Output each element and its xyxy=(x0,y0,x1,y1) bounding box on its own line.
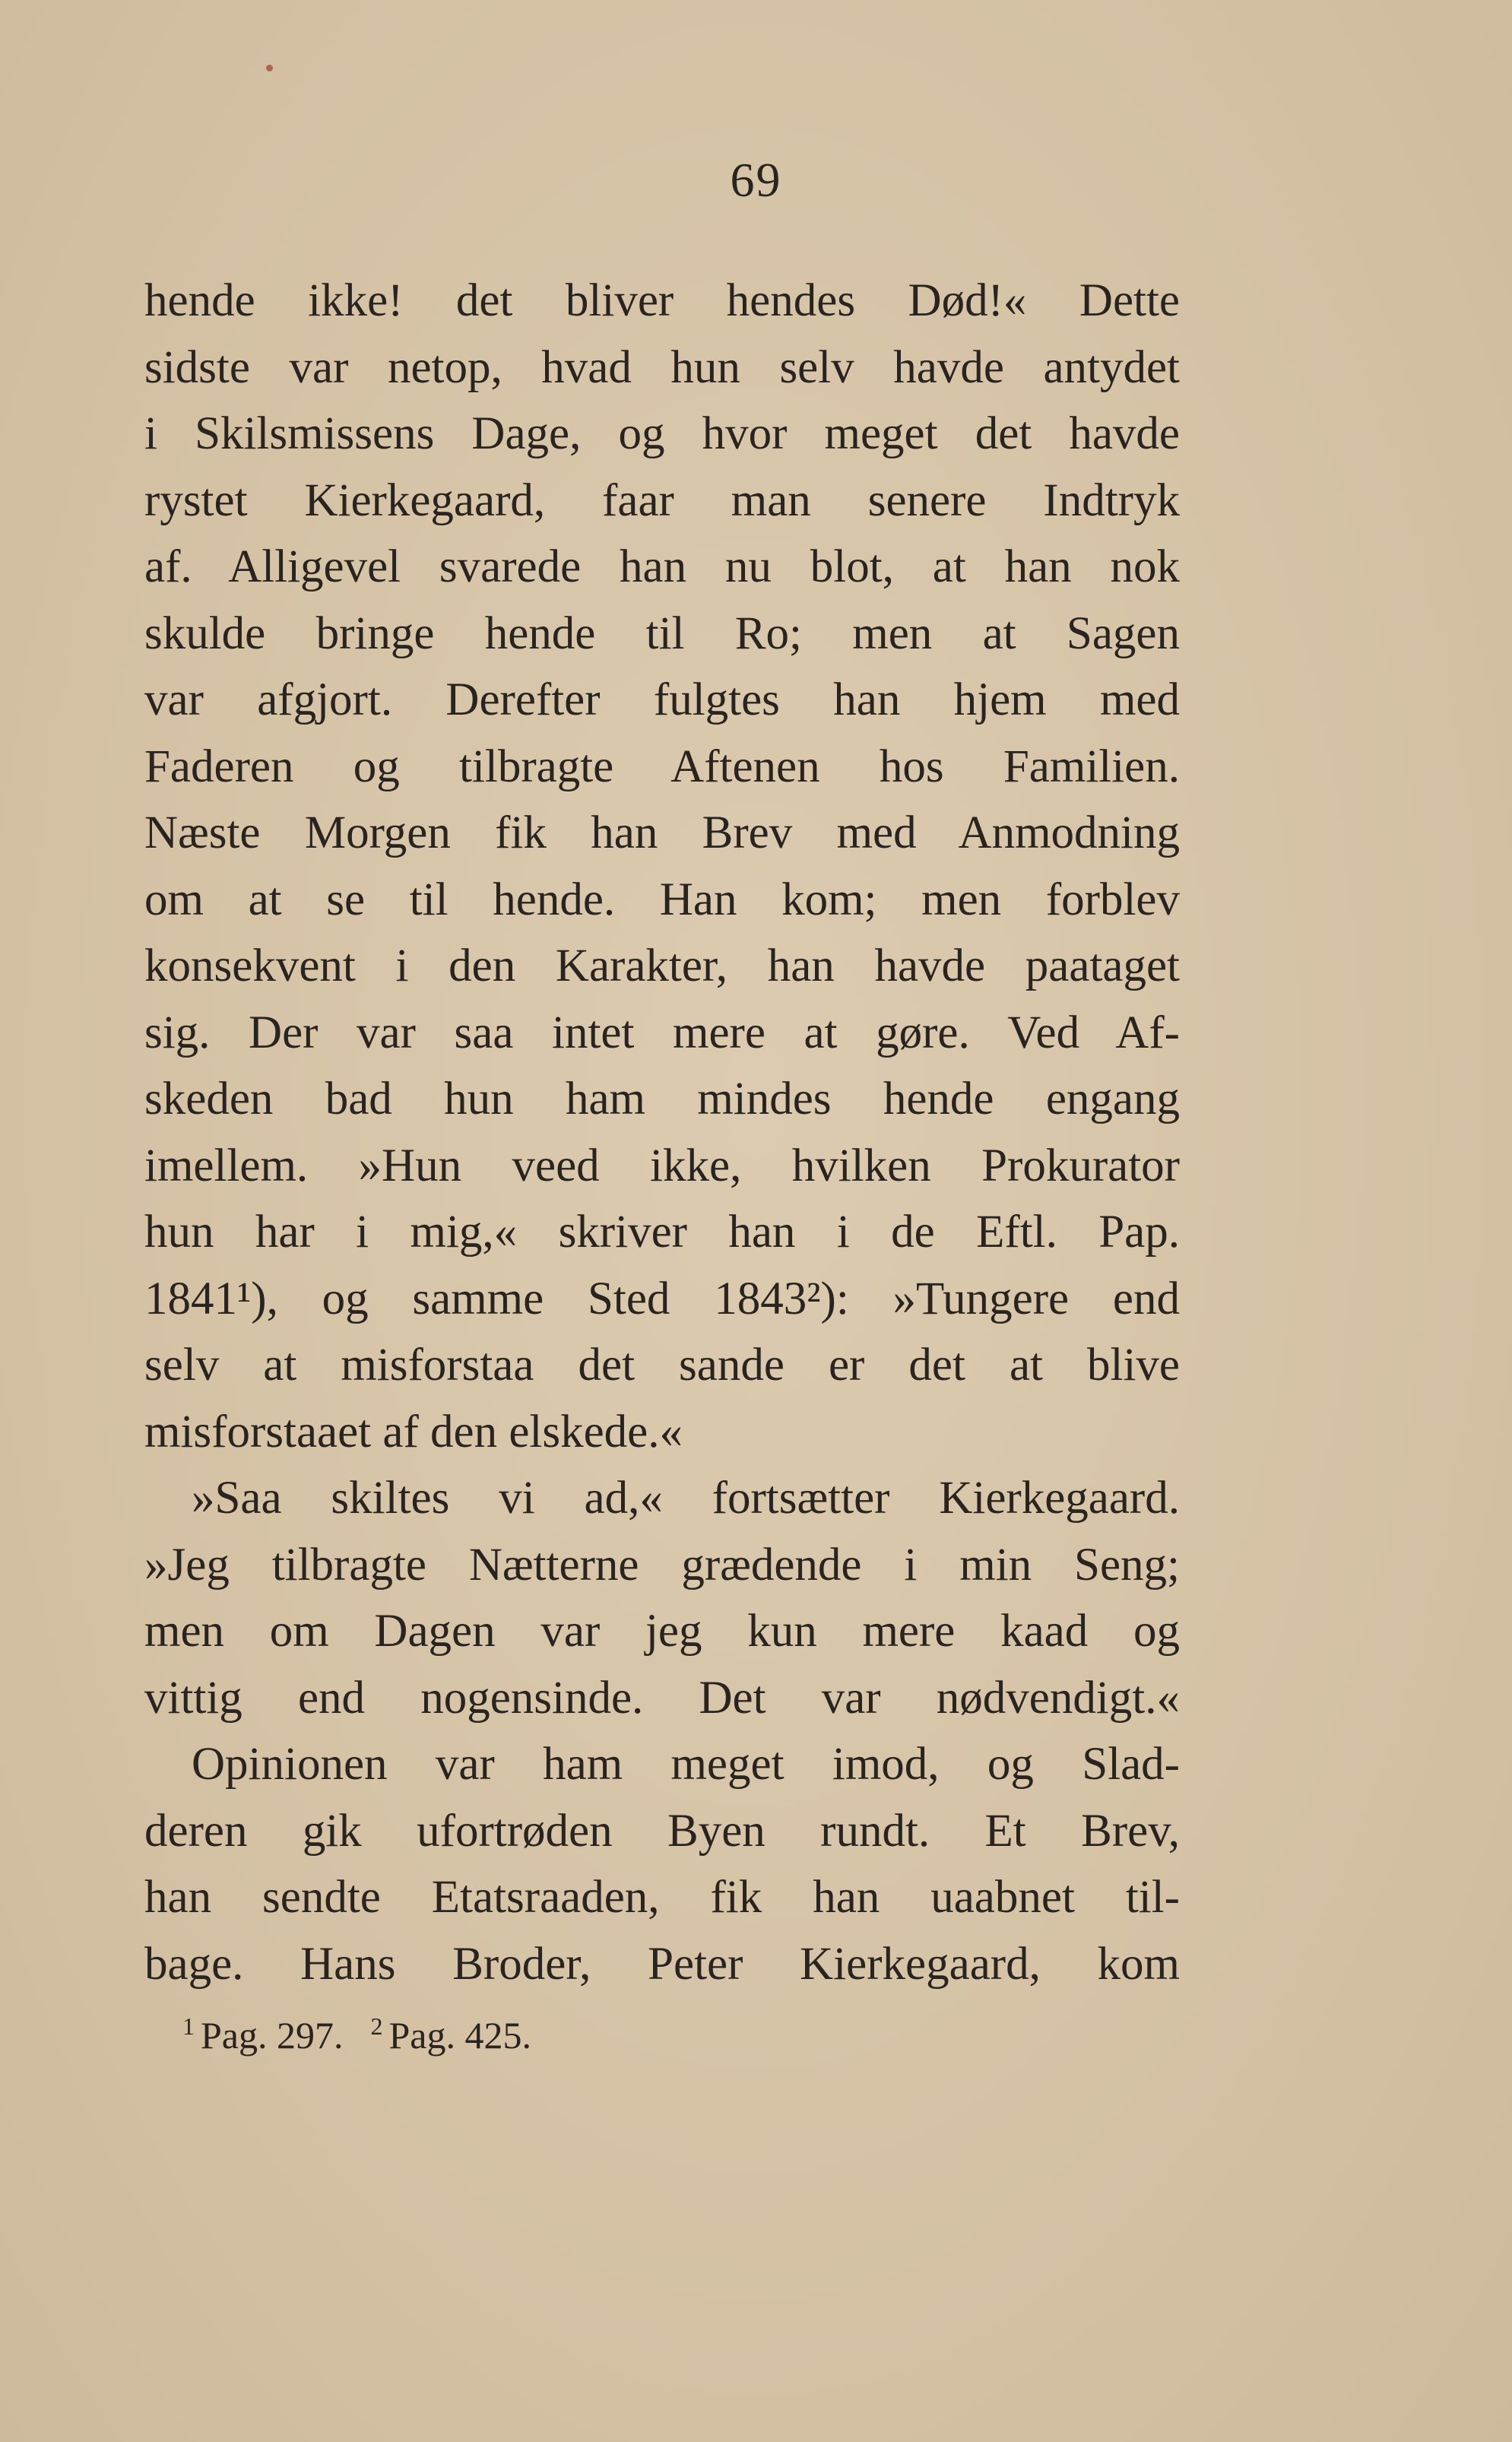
text-line: sidste var netop, hvad hun selv havde antydet xyxy=(144,341,1180,393)
text-line: 1841¹), og samme Sted 1843²): »Tungere end xyxy=(144,1273,1180,1324)
text-line: af. Alligevel svarede han nu blot, at han nok xyxy=(144,541,1180,592)
text-line: Næste Morgen fik han Brev med Anmodning xyxy=(144,807,1180,858)
text-line: skeden bad hun ham mindes hende engang xyxy=(144,1074,1180,1124)
text-line: »Jeg tilbragte Nætterne grædende i min Seng; xyxy=(144,1539,1180,1590)
text-line: imellem. »Hun veed ikke, hvilken Prokurator xyxy=(144,1140,1180,1191)
text-line: bage. Hans Broder, Peter Kierkegaard, kom xyxy=(144,1938,1180,1990)
text-line: han sendte Etatsraaden, fik han uaabnet til- xyxy=(144,1872,1180,1923)
text-line: »Saa skiltes vi ad,« fortsætter Kierkegaard. xyxy=(192,1473,1180,1524)
footnote-text: Pag. 425. xyxy=(388,2014,531,2057)
text-line: vittig end nogensinde. Det var nødvendigt.« xyxy=(144,1672,1180,1724)
text-line: Opinionen var ham meget imod, og Slad- xyxy=(192,1739,1180,1790)
text-line: selv at misforstaa det sande er det at blive xyxy=(144,1340,1180,1391)
text-line: skulde bringe hende til Ro; men at Sagen xyxy=(144,607,1180,659)
text-line: men om Dagen var jeg kun mere kaad og xyxy=(144,1606,1180,1657)
text-line: hende ikke! det bliver hendes Død!« Dette xyxy=(144,275,1180,326)
paper-speck xyxy=(266,65,273,71)
footnote-text: Pag. 297. xyxy=(201,2014,344,2057)
text-line: var afgjort. Derefter fulgtes han hjem med xyxy=(144,674,1180,725)
text-line: konsekvent i den Karakter, han havde paataget xyxy=(144,940,1180,991)
text-line: deren gik ufortrøden Byen rundt. Et Brev, xyxy=(144,1805,1180,1857)
text-line: i Skilsmissens Dage, og hvor meget det havde xyxy=(144,408,1180,459)
footnote-marker: 2 xyxy=(370,2012,383,2040)
text-line: sig. Der var saa intet mere at gøre. Ved Af- xyxy=(144,1007,1180,1058)
page-number: 69 xyxy=(730,153,782,207)
text-line: Faderen og tilbragte Aftenen hos Familien. xyxy=(144,741,1180,792)
text-line: misforstaaet af den elskede.« xyxy=(144,1406,683,1457)
text-line: rystet Kierkegaard, faar man senere Indtryk xyxy=(144,474,1180,526)
footnote-marker: 1 xyxy=(182,2012,195,2040)
footnotes xyxy=(182,2000,531,2062)
text-line: om at se til hende. Han kom; men forblev xyxy=(144,874,1180,925)
body-text xyxy=(144,268,1180,1997)
text-line: hun har i mig,« skriver han i de Eftl. Pap. xyxy=(144,1207,1180,1257)
